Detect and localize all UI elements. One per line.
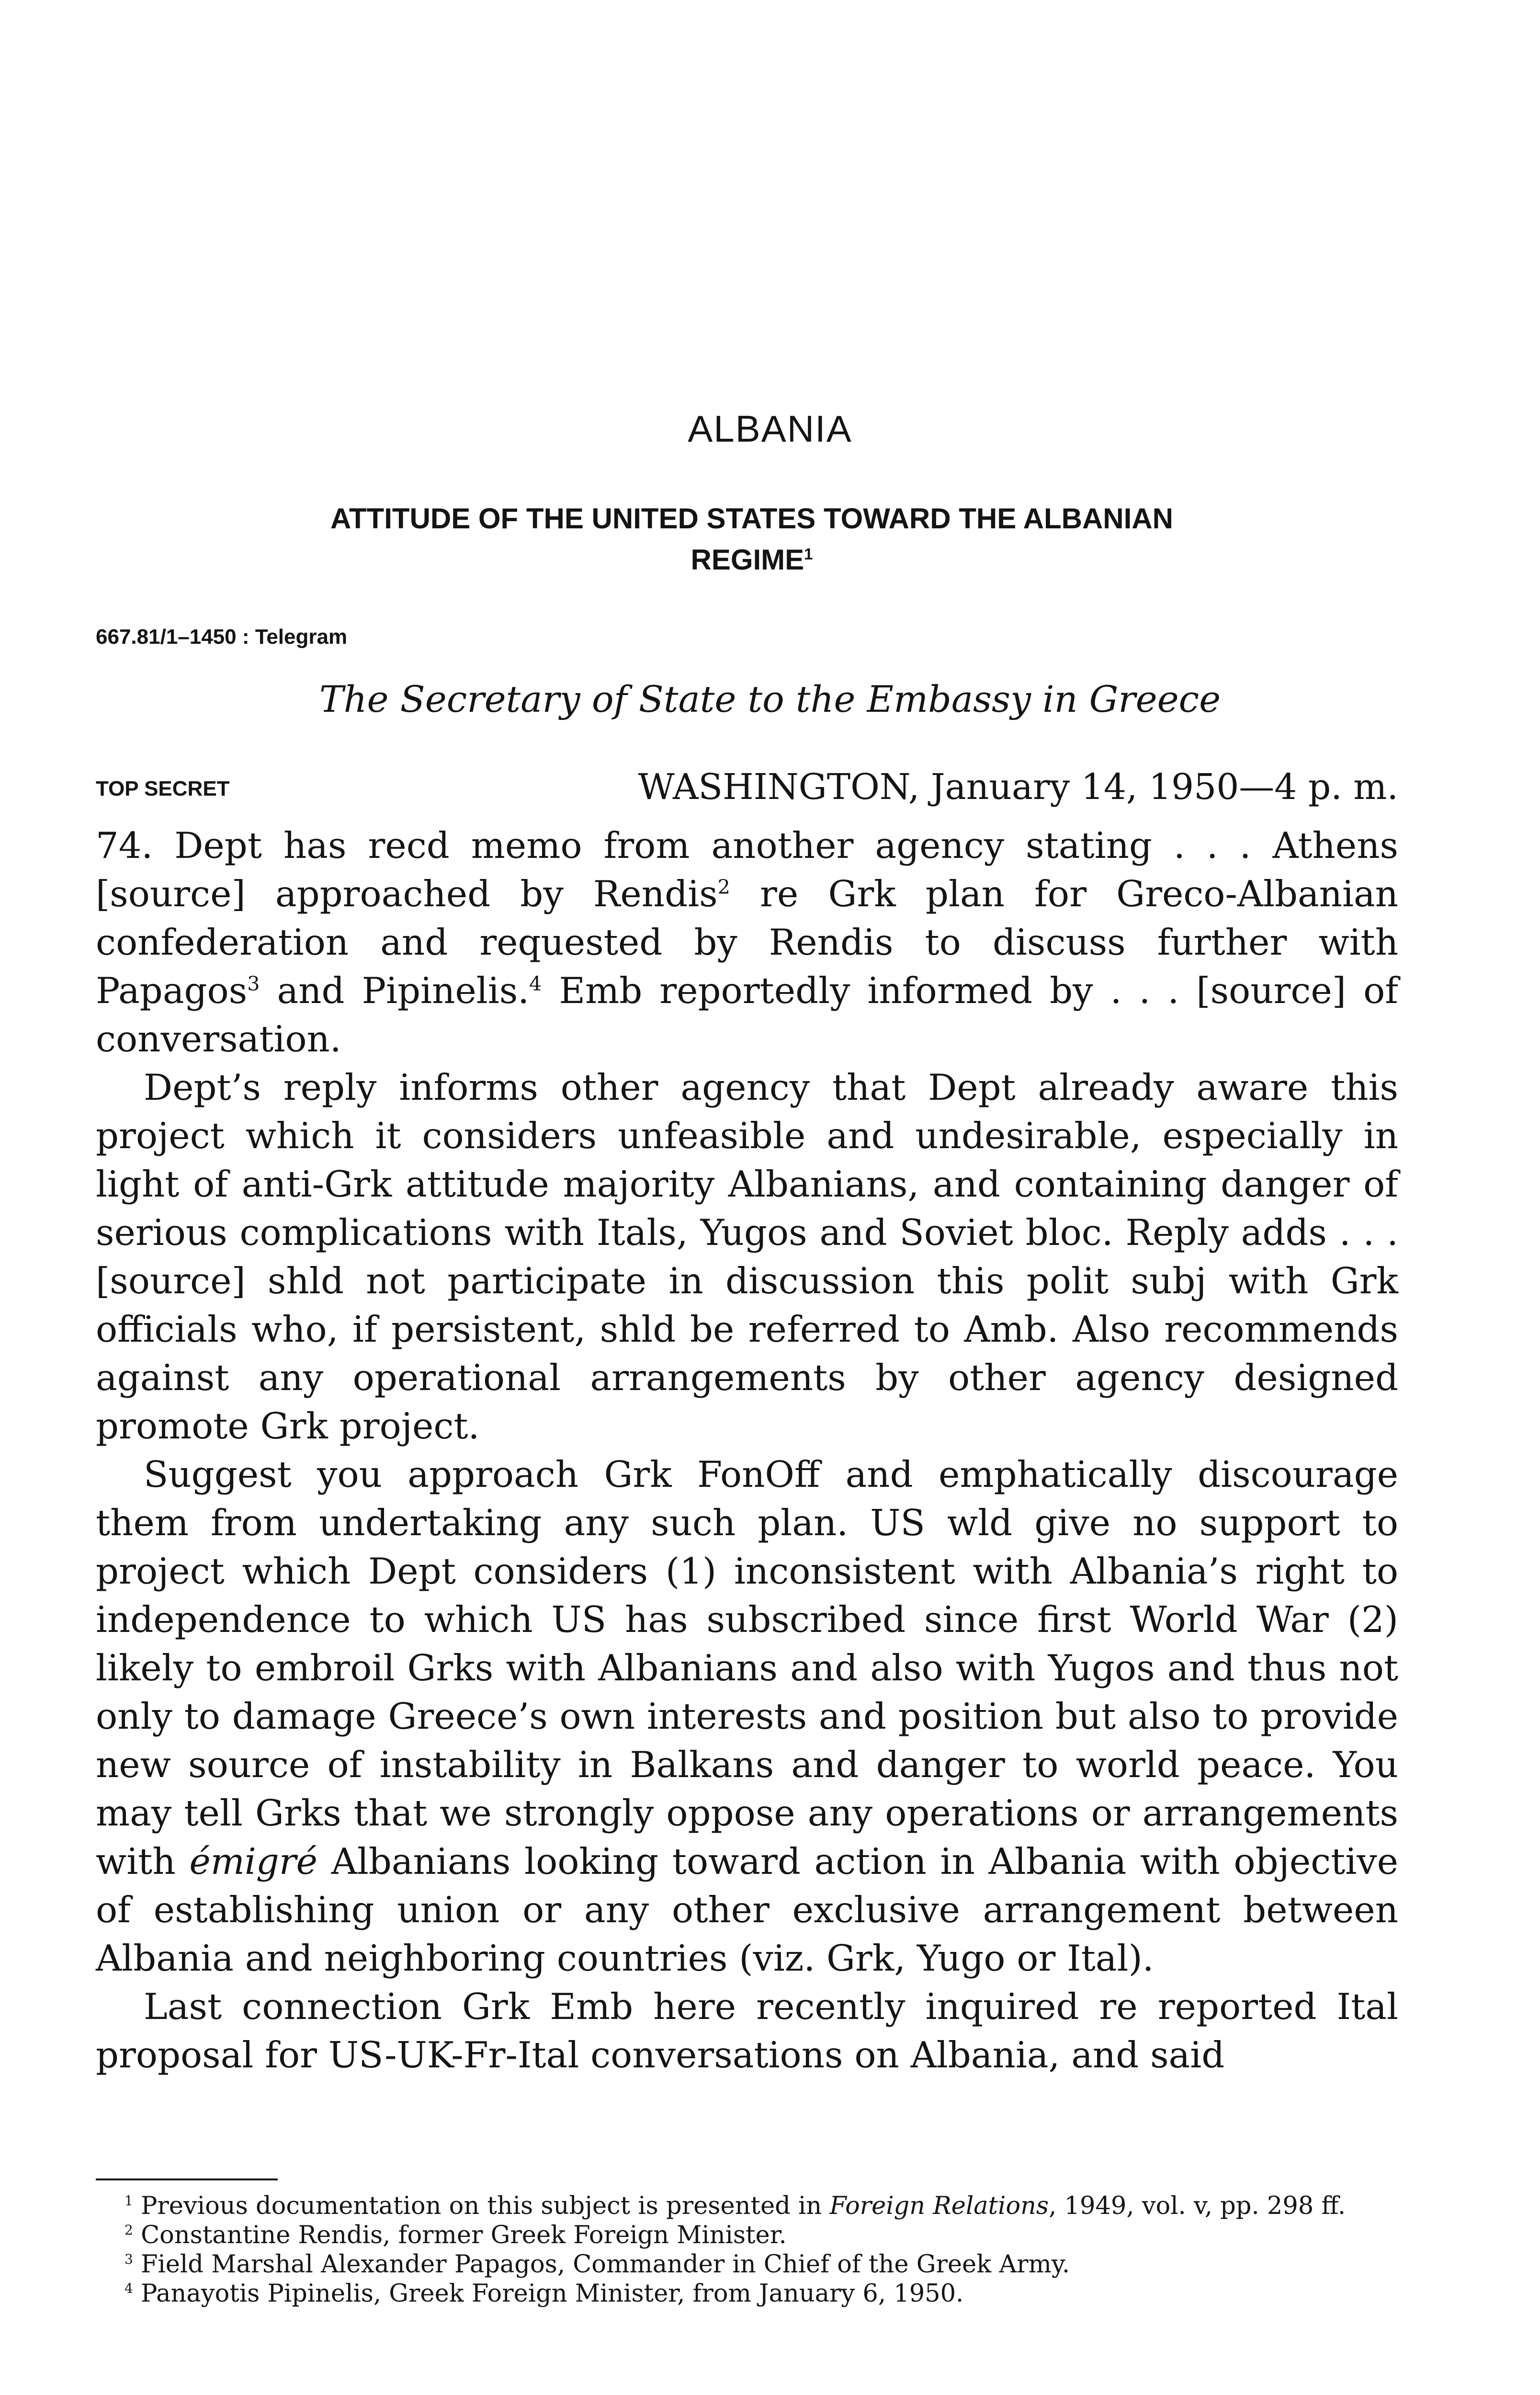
classification-dateline — [96, 766, 1398, 810]
footnote-2 — [96, 2221, 1398, 2250]
file-number: 667.81/1–1450 : Telegram — [96, 625, 348, 649]
paragraph-1-text-d: Emb reportedly informed by . . . [source] of conversation. — [96, 969, 1398, 1060]
footnote-1-emphasis: Foreign Relations — [829, 2192, 1049, 2220]
footnote-4-text: Panayotis Pipinelis, Greek Foreign Minister, from January 6, 1950. — [133, 2280, 964, 2308]
footnote-2-text: Constantine Rendis, former Greek Foreign Minister. — [133, 2221, 787, 2249]
footnote-1-mark: 1 — [125, 2193, 133, 2209]
footnote-4-mark: 4 — [125, 2281, 133, 2296]
paragraph-3-text-b: Albanians looking toward action in Albania with objective of establishing union or any other exclusive arrangement between Albania and neighboring countries (viz. Grk, Yugo or Ital). — [96, 1840, 1399, 1979]
footnote-3 — [96, 2250, 1398, 2279]
footnote-1 — [96, 2191, 1398, 2221]
telegram-body — [96, 821, 1398, 2079]
footnote-ref-3: 3 — [247, 972, 260, 995]
classification-marking: TOP SECRET — [96, 777, 230, 800]
paragraph-1-text-a: 74. Dept has recd memo from another agency stating . . . Athens [source] approached by Rendis — [96, 824, 1398, 915]
paragraph-3-emphasis: émigré — [189, 1840, 318, 1882]
paragraph-1 — [96, 821, 1398, 1063]
footnote-3-mark: 3 — [125, 2251, 133, 2267]
title-line-1: ATTITUDE OF THE UNITED STATES TOWARD THE ALBANIAN — [330, 502, 1173, 535]
section-heading: ALBANIA — [688, 408, 852, 450]
footnote-ref-2: 2 — [717, 876, 730, 899]
document-title — [144, 498, 1360, 581]
footnotes — [96, 2191, 1398, 2308]
paragraph-1-text-c: and Pipinelis. — [260, 969, 530, 1012]
footnote-ref-4: 4 — [529, 972, 542, 995]
footnote-3-text: Field Marshal Alexander Papagos, Commander in Chief of the Greek Army. — [133, 2250, 1070, 2279]
footnote-4 — [96, 2279, 1398, 2308]
title-footnote-ref: 1 — [804, 545, 813, 563]
footnote-divider — [96, 2178, 278, 2180]
paragraph-4: Last connection Grk Emb here recently inquired re reported Ital proposal for US-UK-Fr-Ital conversations on Albania, and said — [96, 1985, 1398, 2076]
footnote-1-text-b: , 1949, vol. v, pp. 298 ff. — [1049, 2192, 1346, 2220]
paragraph-2: Dept’s reply informs other agency that Dept already aware this project which it considers unfeasible and undesirable, especially in light of anti-Grk attitude majority Albanians, and containing danger of serious complications with Itals, Yugos and Soviet bloc. Reply adds . . . [source] shld not participate in discussion this polit subj with Grk officials who, if persistent, shld be referred to Amb. Also recommends against any operational arrangements by other agency designed promote Grk project. — [96, 1066, 1398, 1447]
paragraph-3-text-a: Suggest you approach Grk FonOff and emphatically discourage them from undertaking any such plan. US wld give no support to project which Dept considers (1) inconsistent with Albania’s right to independence to which US has subscribed since first World War (2) likely to embroil Grks with Albanians and also with Yugos and thus not only to damage Greece’s own interests and position but also to provide new source of instability in Balkans and danger to world peace. You may tell Grks that we strongly oppose any operations or arrangements with — [96, 1453, 1398, 1882]
title-line-2: REGIME — [691, 544, 804, 576]
paragraph-1-text-b: re Grk plan for Greco-Albanian confederation and requested by Rendis to discuss further with Papagos — [96, 873, 1398, 1012]
footnote-2-mark: 2 — [125, 2222, 133, 2238]
addressee-line: The Secretary of State to the Embassy in Greece — [319, 678, 1221, 720]
dateline: WASHINGTON, January 14, 1950—4 p. m. — [638, 766, 1398, 808]
paragraph-3 — [96, 1450, 1398, 1983]
footnote-1-text-a: Previous documentation on this subject is presented in — [133, 2192, 830, 2220]
